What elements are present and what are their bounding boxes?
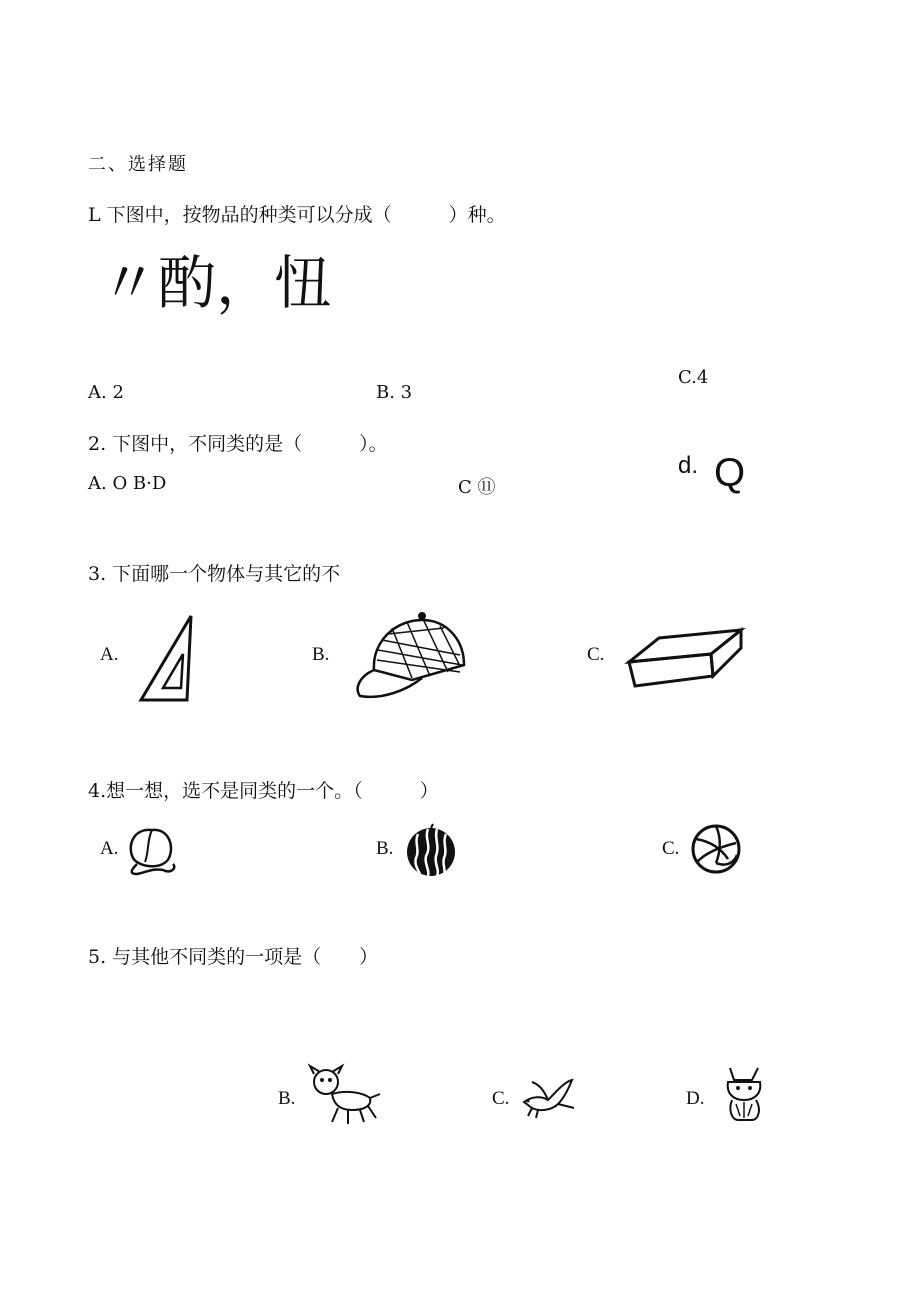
question-1-text: L 下图中，按物品的种类可以分成（ ）种。: [88, 204, 506, 226]
question-5-label-b[interactable]: B.: [278, 1088, 296, 1109]
question-3-label-a[interactable]: A.: [100, 644, 119, 665]
question-4-label-c[interactable]: C.: [662, 838, 680, 859]
question-1-option-c[interactable]: C.4: [678, 367, 709, 388]
question-2-option-d-label[interactable]: d.: [678, 452, 699, 479]
question-3-label-c[interactable]: C.: [587, 644, 605, 665]
question-1-option-a[interactable]: A. 2: [88, 382, 124, 403]
eraser-icon: [625, 626, 745, 690]
question-4-label-b[interactable]: B.: [376, 838, 394, 859]
question-3-text: 3. 下面哪一个物体与其它的不: [88, 563, 341, 585]
question-2-option-ab[interactable]: A. O B·D: [88, 473, 167, 494]
section-title: 二、选择题: [88, 154, 188, 175]
peach-icon: [123, 822, 181, 878]
volleyball-icon: [690, 823, 742, 875]
question-5-label-c[interactable]: C.: [492, 1088, 510, 1109]
puppy-icon: [302, 1064, 384, 1130]
question-2-text: 2. 下图中，不同类的是（ ）。: [88, 433, 388, 455]
cap-icon: [352, 610, 470, 702]
question-1-glyphs: 〃酌，忸: [100, 249, 333, 317]
question-2-option-d-glyph: Q: [714, 451, 746, 495]
question-4-label-a[interactable]: A.: [100, 838, 119, 859]
watermelon-icon: [404, 822, 458, 878]
bird-icon: [518, 1072, 578, 1122]
question-3-label-b[interactable]: B.: [312, 644, 330, 665]
question-2-option-c[interactable]: C ⑪: [458, 477, 496, 498]
triangle-ruler-icon: [135, 612, 197, 704]
question-5-text: 5. 与其他不同类的一项是（ ）: [88, 946, 379, 968]
question-1-option-b[interactable]: B. 3: [376, 382, 413, 403]
question-5-label-d[interactable]: D.: [686, 1088, 705, 1109]
cat-icon: [722, 1064, 766, 1124]
question-4-text: 4.想一想，选不是同类的一个。（ ）: [88, 780, 439, 802]
